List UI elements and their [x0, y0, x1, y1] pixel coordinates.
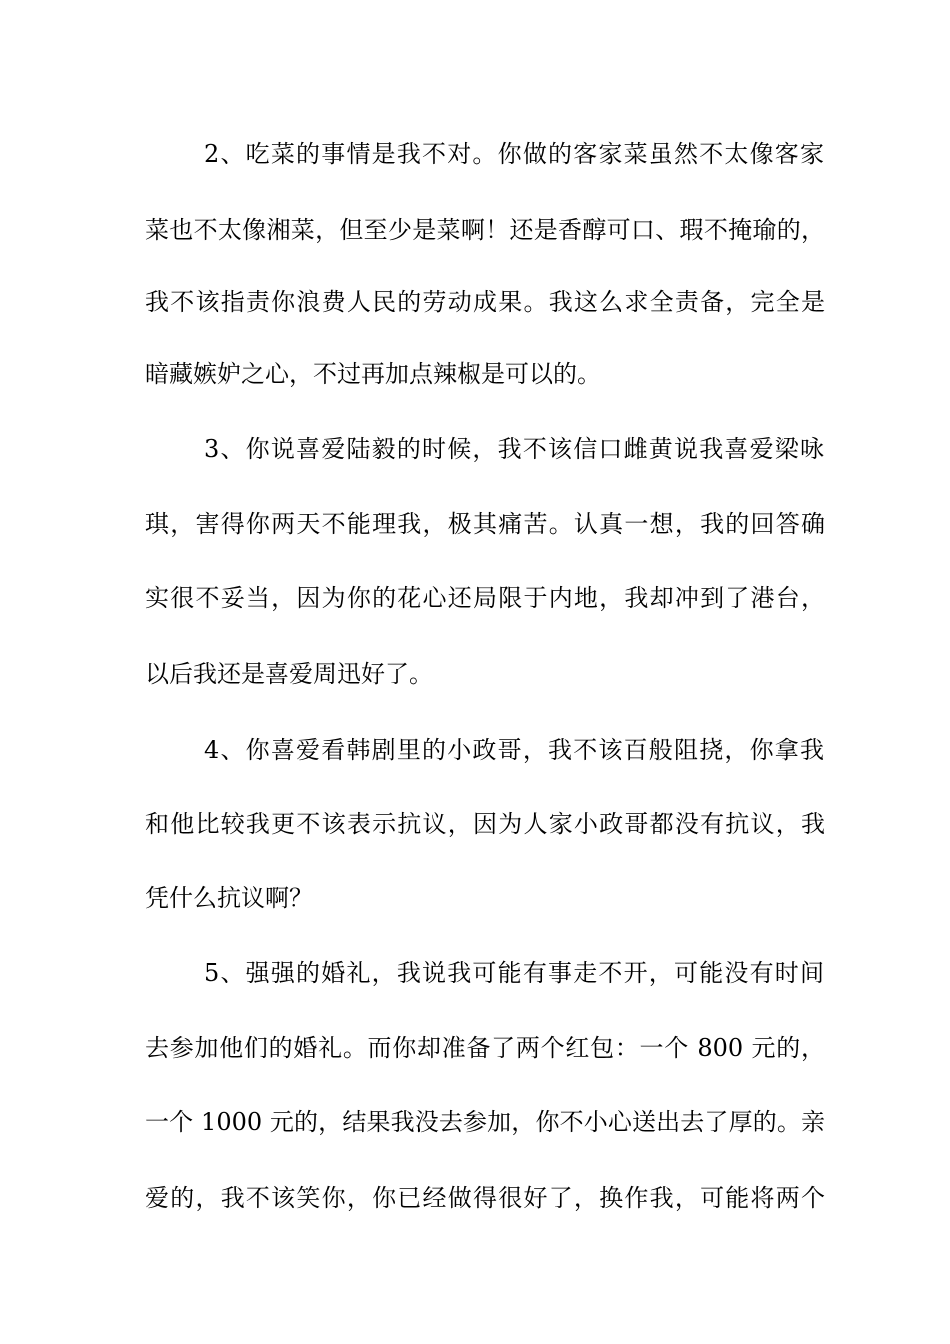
paragraph-4-line-3: 凭什么抗议啊？	[145, 884, 313, 912]
paragraph-5-line-3: 一个 1000 元的，结果我没去参加，你不小心送出去了厚的。亲	[145, 1108, 825, 1136]
paragraph-5-line-4: 爱的，我不该笑你，你已经做得很好了，换作我，可能将两个	[145, 1184, 825, 1212]
paragraph-2-line-1: 2、吃菜的事情是我不对。你做的客家菜虽然不太像客家	[204, 140, 824, 168]
paragraph-3-line-2: 琪，害得你两天不能理我，极其痛苦。认真一想，我的回答确	[145, 510, 825, 538]
paragraph-2-line-4: 暗藏嫉妒之心，不过再加点辣椒是可以的。	[145, 360, 601, 388]
paragraph-2-line-2: 菜也不太像湘菜，但至少是菜啊！还是香醇可口、瑕不掩瑜的，	[145, 216, 825, 244]
paragraph-5-line-2: 去参加他们的婚礼。而你却准备了两个红包：一个 800 元的，	[145, 1034, 825, 1062]
paragraph-3-line-3: 实很不妥当，因为你的花心还局限于内地，我却冲到了港台，	[145, 584, 825, 612]
paragraph-3-line-4: 以后我还是喜爱周迅好了。	[145, 660, 433, 688]
paragraph-4-line-2: 和他比较我更不该表示抗议，因为人家小政哥都没有抗议，我	[145, 810, 825, 838]
paragraph-2-line-3: 我不该指责你浪费人民的劳动成果。我这么求全责备，完全是	[145, 288, 825, 316]
paragraph-5-line-1: 5、强强的婚礼，我说我可能有事走不开，可能没有时间	[204, 959, 824, 987]
paragraph-3-line-1: 3、你说喜爱陆毅的时候，我不该信口雌黄说我喜爱梁咏	[204, 435, 824, 463]
paragraph-4-line-1: 4、你喜爱看韩剧里的小政哥，我不该百般阻挠，你拿我	[204, 736, 824, 764]
